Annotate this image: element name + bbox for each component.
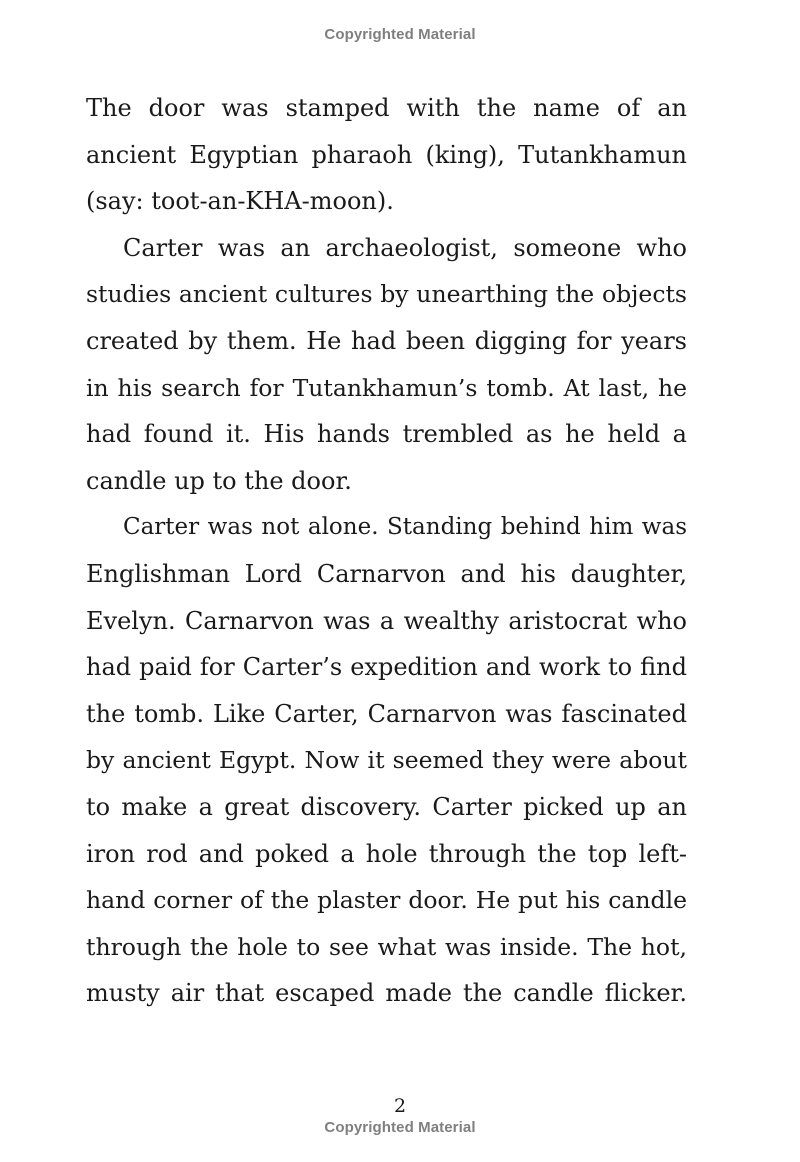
page-body-text (86, 85, 687, 1017)
copyright-watermark-bottom: Copyrighted Material (324, 1119, 476, 1136)
page-number: 2 (393, 1095, 407, 1117)
text-line: Carter was not alone. Standing behind him was (123, 514, 687, 541)
paragraph-2 (86, 225, 687, 505)
text-line: Carter was an archaeologist, someone who (123, 233, 687, 262)
text-line: iron rod and poked a hole through the top left- (86, 839, 687, 868)
text-line: Englishman Lord Carnarvon and his daughter, (86, 559, 687, 588)
text-line: The door was stamped with the name of an (86, 94, 687, 122)
text-line: hand corner of the plaster door. He put his candle (86, 886, 687, 915)
text-line: ancient Egyptian pharaoh (king), Tutankhamun (86, 140, 687, 169)
text-line: to make a great discovery. Carter picked up an (86, 792, 687, 821)
text-line: created by them. He had been digging for years (86, 326, 687, 355)
paragraph-3 (86, 504, 687, 1017)
text-line: the tomb. Like Carter, Carnarvon was fascinated (86, 699, 687, 728)
text-line: Evelyn. Carnarvon was a wealthy aristocrat who (86, 606, 687, 635)
text-line: musty air that escaped made the candle flicker. (86, 979, 687, 1008)
text-line: candle up to the door. (86, 466, 352, 495)
text-line: through the hole to see what was inside. The hot, (86, 932, 687, 961)
text-line: (say: toot-an-KHA-moon). (86, 187, 394, 216)
copyright-watermark-top: Copyrighted Material (324, 26, 476, 43)
text-line: studies ancient cultures by unearthing the objects (86, 280, 687, 309)
paragraph-1 (86, 85, 687, 225)
text-line: had found it. His hands trembled as he held a (86, 420, 687, 449)
text-line: by ancient Egypt. Now it seemed they were about (86, 746, 687, 775)
text-line: had paid for Carter’s expedition and work to find (86, 653, 687, 682)
text-line: in his search for Tutankhamun’s tomb. At last, he (86, 373, 687, 402)
